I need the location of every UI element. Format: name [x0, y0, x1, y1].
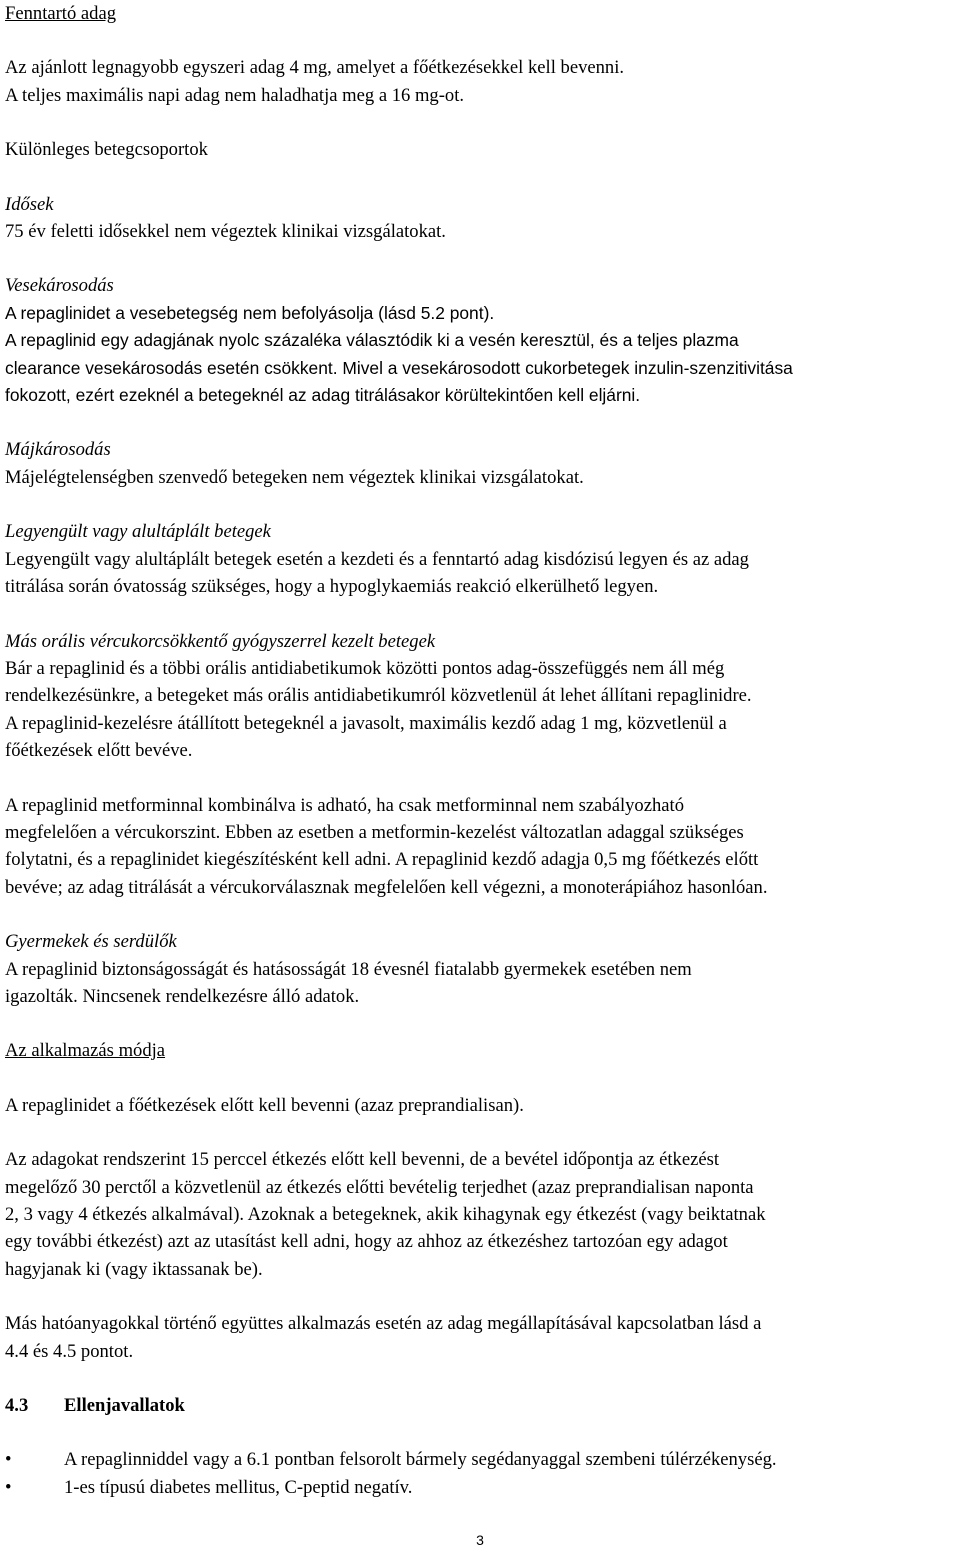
text-line: fokozott, ezért ezeknél a betegeknél az adag titrálásakor körültekintően kell eljárni.	[5, 385, 641, 406]
text-line: Az adagokat rendszerint 15 perccel étkezés előtt kell bevenni, de a bevétel időpontja az étkezést	[5, 1149, 719, 1171]
fenntarto-paragraph	[5, 54, 957, 109]
legyengult-block	[5, 518, 957, 600]
text-line: A repaglinid biztonságosságát és hatásosságát 18 évesnél fiatalabb gyermekek esetében nem	[5, 958, 692, 980]
metformin-paragraph	[5, 792, 957, 902]
idosek-heading: Idősek	[5, 193, 54, 215]
kulonleges-heading: Különleges betegcsoportok	[5, 139, 208, 161]
text-line: bevéve; az adag titrálását a vércukorválasznak megfelelően kell végezni, a monoterápiához hasonlóan.	[5, 876, 768, 898]
list-item-text: A repaglinniddel vagy a 6.1 pontban felsorolt bármely segédanyaggal szembeni túlérzékenység.	[64, 1449, 777, 1471]
mas-block	[5, 628, 957, 765]
text-line: hagyjanak ki (vagy iktassanak be).	[5, 1258, 263, 1280]
text-line: folytatni, és a repaglinidet kiegészítésként kell adni. A repaglinid kezdő adagja 0,5 mg főétkezés előtt	[5, 849, 759, 871]
adagok-paragraph	[5, 1146, 957, 1283]
text-line: 2, 3 vagy 4 étkezés alkalmával). Azoknak a betegeknek, akik kihagynak egy étkezést (vagy beiktatnak	[5, 1204, 766, 1225]
list-item-text: 1-es típusú diabetes mellitus, C-peptid negatív.	[64, 1476, 413, 1498]
text-line: egy további étkezést) azt az utasítást kell adni, hogy az ahhoz az étkezéshez tartozóan egy adagot	[5, 1231, 728, 1253]
text-line: A teljes maximális napi adag nem haladhatja meg a 16 mg-ot.	[5, 84, 465, 106]
section-number: 4.3	[5, 1395, 29, 1417]
alkalmazas-paragraph: A repaglinidet a főétkezések előtt kell bevenni (azaz preprandialisan).	[5, 1094, 524, 1116]
vese-heading: Vesekárosodás	[5, 275, 114, 297]
text-line: rendelkezésünkre, a betegeket más orális antidiabetikumról közvetlenül át lehet állítani repaglinidre.	[5, 685, 752, 707]
text-line: Legyengült vagy alultáplált betegek esetén a kezdeti és a fenntartó adag kisdózisú legyen és az adag	[5, 548, 749, 570]
gyermekek-heading: Gyermekek és serdülők	[5, 931, 177, 953]
text-line: Az ajánlott legnagyobb egyszeri adag 4 mg, amelyet a főétkezésekkel kell bevenni.	[5, 57, 625, 79]
mas-heading: Más orális vércukorcsökkentő gyógyszerrel kezelt betegek	[5, 630, 436, 652]
maj-heading: Májkárosodás	[5, 439, 111, 461]
list-item	[5, 1474, 957, 1501]
bullet-icon: •	[5, 1476, 12, 1498]
text-line: A repaglinid egy adagjának nyolc százaléka választódik ki a vesén keresztül, és a teljes plazma	[5, 330, 739, 351]
text-line: Májelégtelenségben szenvedő betegeken nem végeztek klinikai vizsgálatokat.	[5, 466, 584, 488]
text-line: főétkezések előtt bevéve.	[5, 740, 193, 762]
text-line: 4.4 és 4.5 pontot.	[5, 1340, 134, 1362]
legyengult-heading: Legyengült vagy alultáplált betegek	[5, 521, 271, 543]
ellenjavallat-list	[5, 1446, 957, 1501]
text-line: A repaglinidet a vesebetegség nem befolyásolja (lásd 5.2 pont).	[5, 302, 495, 323]
text-line: A repaglinid-kezelésre átállított betegeknél a javasolt, maximális kezdő adag 1 mg, közvetlenül a	[5, 712, 727, 734]
text-line: Bár a repaglinid és a többi orális antidiabetikumok közötti pontos adag-összefüggés nem áll még	[5, 657, 725, 679]
fenntarto-heading: Fenntartó adag	[5, 3, 117, 24]
alkalmazas-heading: Az alkalmazás módja	[5, 1040, 166, 1062]
text-line: 75 év feletti idősekkel nem végeztek klinikai vizsgálatokat.	[5, 221, 446, 243]
idosek-block	[5, 191, 957, 246]
text-line: A repaglinid metforminnal kombinálva is adható, ha csak metforminnal nem szabályozható	[5, 794, 684, 816]
text-line: titrálása során óvatosság szükséges, hogy a hypoglykaemiás reakció elkerülhető legyen.	[5, 576, 659, 598]
bullet-icon: •	[5, 1449, 12, 1471]
text-line: igazolták. Nincsenek rendelkezésre álló adatok.	[5, 985, 360, 1007]
mas-hatoanyag-paragraph	[5, 1310, 957, 1365]
page-number: 3	[476, 1532, 484, 1548]
text-line: Más hatóanyagokkal történő együttes alkalmazás esetén az adag megállapításával kapcsolatban lásd a	[5, 1313, 762, 1335]
gyermekek-block	[5, 928, 957, 1010]
text-line: megelőző 30 perctől a közvetlenül az étkezés előtti bevételig terjedhet (azaz preprandialisan naponta	[5, 1176, 754, 1198]
ellenjavallat-heading	[5, 1392, 957, 1419]
text-line: megfelelően a vércukorszint. Ebben az esetben a metformin-kezelést változatlan adaggal szükséges	[5, 821, 744, 843]
list-item	[5, 1446, 957, 1473]
maj-block	[5, 436, 957, 491]
text-line: clearance vesekárosodás esetén csökkent. Mivel a vesekárosodott cukorbetegek inzulin-szenzitivitása	[5, 357, 793, 378]
vese-block	[5, 272, 957, 409]
document-page	[5, 0, 957, 1501]
section-title: Ellenjavallatok	[64, 1395, 185, 1417]
